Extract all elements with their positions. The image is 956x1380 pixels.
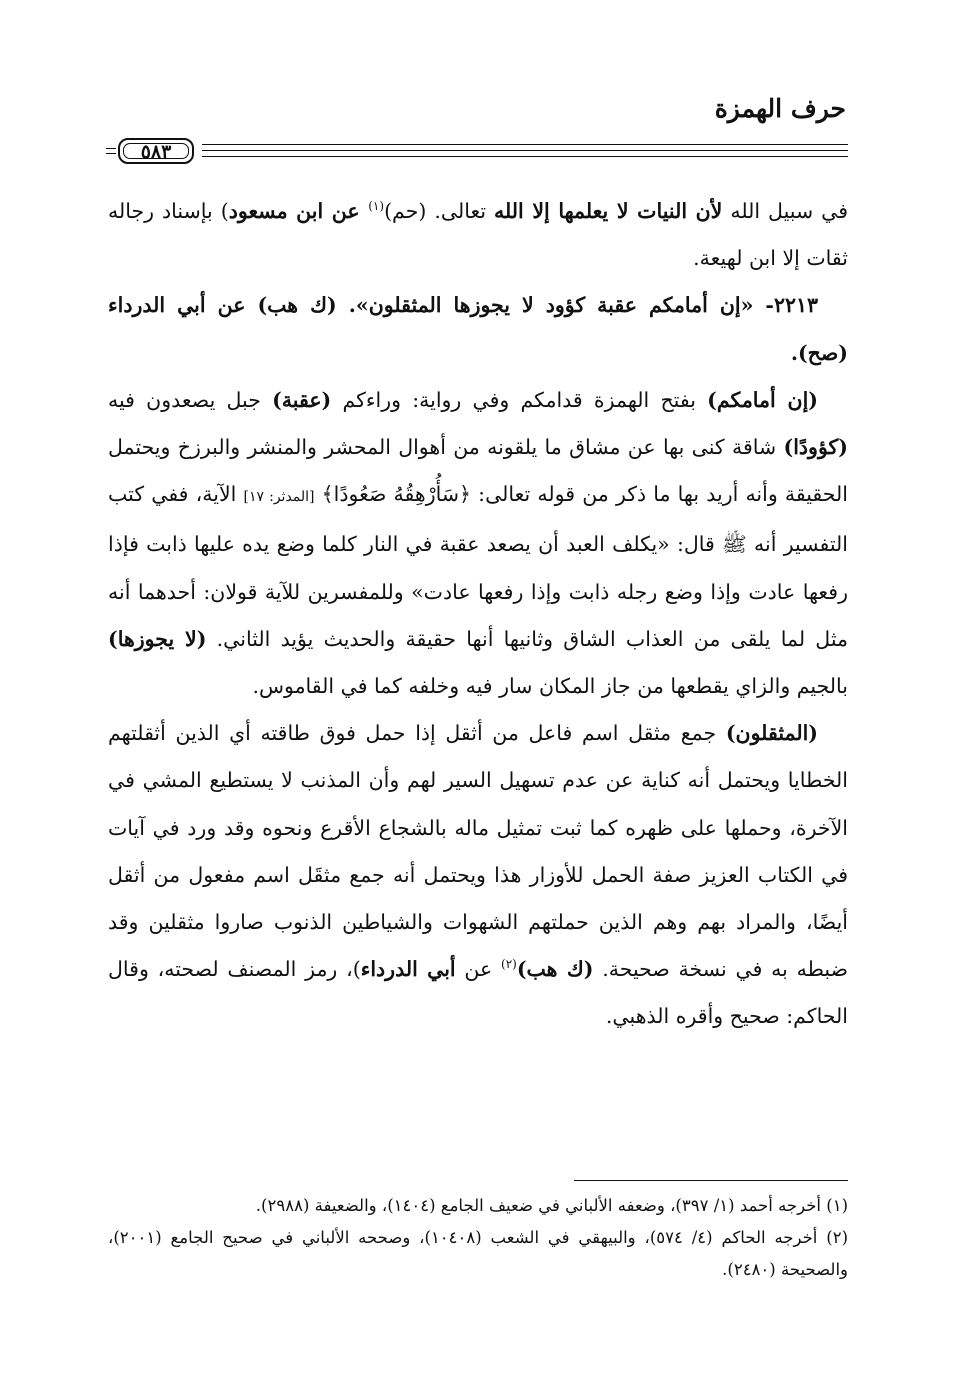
text-run: شاقة كنى بها عن مشاق ما يلقونه من أهوال المحشر والمنشر والبرزخ ويحتمل الحقيقة وأنه أريد بها ما ذكر من قوله تعالى: ﴿سَأُرْهِقُهُ صَعُودًا﴾ [108,435,848,507]
text-run: جبل يصعدون فيه [108,387,273,412]
bold-term: لأن النيات لا يعلمها إلا الله [494,199,723,223]
footnote-marker: (١) [368,199,385,214]
text-run: بالجيم والزاي يقطعها من جاز المكان سار فيه وخلفه كما في القاموس. [252,674,848,699]
bold-term: (عقبة) [272,387,332,412]
bold-term: (المثقلون) [725,721,818,746]
text-run: في سبيل الله [722,199,848,223]
hadith-text: ٢٢١٣- «إن أمامكم عقبة كؤود لا يجوزها المثقلون». (ك هب) عن أبي الدرداء (صح). [108,293,848,365]
text-run: )، رمز المصنف لصحته، وقال الحاكم: صحيح وأقره الذهبي. [108,957,848,1029]
running-title: حرف الهمزة [714,94,846,123]
rule-stub [106,148,116,149]
page-number: ٥٨٣ [140,141,172,163]
bold-term: عن ابن مسعود [228,199,369,223]
header-rule [106,138,848,166]
bold-term: (لا يجوزها) [108,626,207,651]
page-number-frame [118,138,194,164]
footnote-2: (٢) أخرجه الحاكم (٤/ ٥٧٤)، والبيهقي في الشعب (١٠٤٠٨)، وصححه الألباني في صحيح الجامع (٢٠٠١)، والصحيحة (٢٤٨٠). [108,1228,849,1279]
rule-line [202,144,848,145]
commentary-paragraph [108,377,848,710]
commentary-paragraph [108,710,848,1040]
footnotes [108,1190,848,1286]
footnote-separator [574,1180,848,1181]
hadith-entry [108,282,848,376]
text-run: تعالى. (حم) [384,199,495,223]
main-text [108,188,848,1041]
bold-term: (إن أمامكم) [707,387,819,412]
text-run: عن [455,957,501,982]
rule-line [202,150,848,151]
text-run: ) بإسناد رجاله ثقات إلا ابن لهيعة. [108,199,848,271]
rule-line [202,156,848,157]
text-run: جمع مثقل اسم فاعل من أثقل إذا حمل فوق طاقته أي الذين أثقلتهم الخطايا ويحتمل أنه كناية عن عدم تسهيل السير لهم وأن المذنب لا يستطيع المشي في الآخرة، وحملها على ظهره كما ثبت تمثيل ماله بالشجاع الأقرع ونحوه وقد ورد في آيات في الكتاب العزيز صفة الحمل للأوزار هذا ويحتمل أنه جمع مثقَل اسم مفعول من أثقل أيضًا، والمراد بهم وهم الذين حملتهم الشهوات والشياطين الذنوب صاروا مثقلين وقد ضبطه به في نسخة صحيحة. [108,721,848,982]
footnote-marker: (٢) [501,957,517,972]
bold-term: (كؤودًا) [783,435,848,460]
paragraph-continuation [108,188,848,282]
rule-stub [106,153,116,154]
bold-term: (ك هب) [516,957,594,982]
verse-reference: [المدثر: ١٧] [243,489,315,506]
text-run: بفتح الهمزة قدامكم وفي رواية: وراءكم [331,387,708,412]
text-run: الآية، ففي كتب التفسير أنه ﷺ قال: «يكلف العبد أن يصعد عقبة في النار كلما وضع يده عليها ذابت فإذا رفعها عادت وإذا وضع رجله ذابت وإذا رفعها عادت» وللمفسرين للآية قولان: أحدهما أنه مثل لما يلقى من العذاب الشاق وثانيها أنها حقيقة والحديث يؤيد الثاني. [108,482,848,651]
footnote-1: (١) أخرجه أحمد (١/ ٣٩٧)، وضعفه الألباني في ضعيف الجامع (١٤٠٤)، والضعيفة (٢٩٨٨). [255,1196,848,1215]
bold-term: أبي الدرداء [360,957,456,982]
